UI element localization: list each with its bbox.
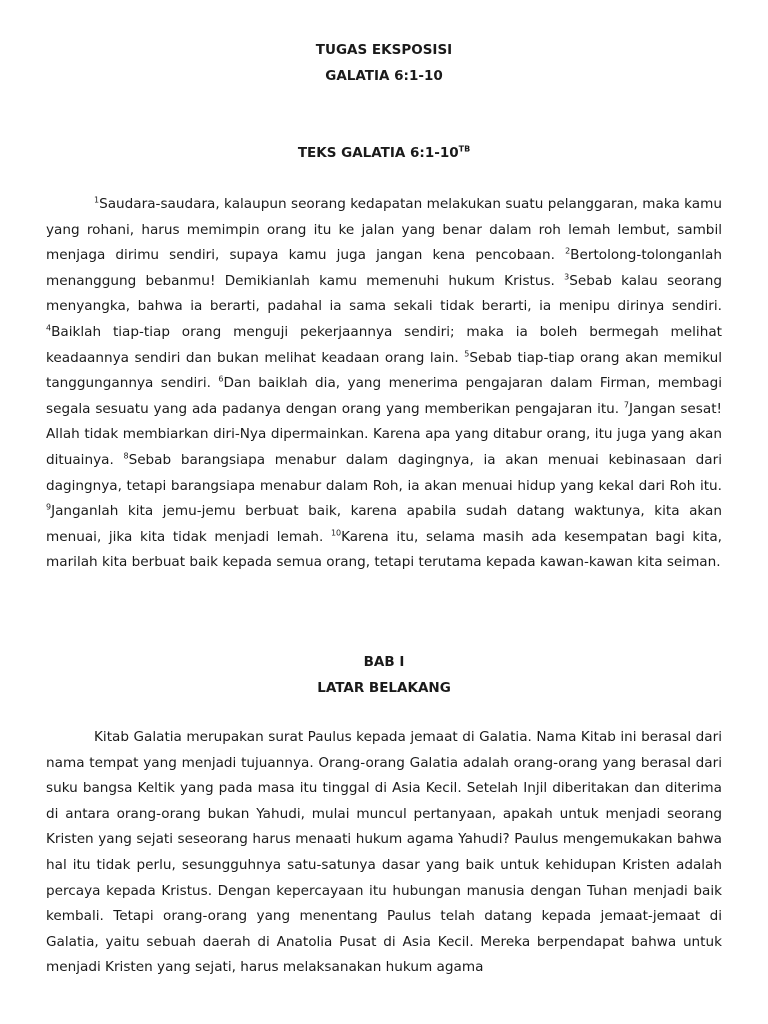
verse-text: Baiklah tiap-tiap orang menguji pekerjaannya sendiri; maka ia boleh bermegah melihat keadaannya sendiri dan bukan melihat keadaan orang lain. xyxy=(46,323,722,366)
verse-text: Bertolong-tolonganlah menanggung bebanmu! Demikianlah kamu memenuhi hukum Kristus. xyxy=(46,247,722,289)
verse-number: 8 xyxy=(123,451,129,461)
verse-number: 6 xyxy=(218,374,224,384)
verse-text: Janganlah kita jemu-jemu berbuat baik, karena apabila sudah datang waktunya, kita akan menuai, jika kita tidak menjadi lemah. xyxy=(46,503,722,545)
translation-superscript: TB xyxy=(458,144,471,154)
verse-text: Dan baiklah dia, yang menerima pengajaran dalam Firman, membagi segala sesuatu yang ada padanya dengan orang yang memberikan pengajaran itu. xyxy=(46,375,722,417)
verse-number: 2 xyxy=(565,246,571,256)
document-title: TUGAS EKSPOSISI xyxy=(315,42,453,58)
verses-paragraph xyxy=(46,192,722,576)
verse-text: Sebab tiap-tiap orang akan memikul tanggungannya sendiri. xyxy=(46,349,723,392)
document-subtitle: GALATIA 6:1-10 xyxy=(325,68,443,84)
verse-text: Jangan sesat! Allah tidak membiarkan diri-Nya dipermainkan. Karena apa yang ditabur orang, itu juga yang akan dituainya. xyxy=(46,400,722,468)
verse-number: 9 xyxy=(46,502,52,512)
verse-number: 4 xyxy=(46,323,52,333)
verse-text: Saudara-saudara, kalaupun seorang kedapatan melakukan suatu pelanggaran, maka kamu yang rohani, harus memimpin orang itu ke jalan yang benar dalam roh lemah lembut, sambil menjaga dirimu sendiri, supaya kamu juga jangan kena pencobaan. xyxy=(46,196,722,264)
text-section-heading xyxy=(0,145,768,161)
background-paragraph: Kitab Galatia merupakan surat Paulus kepada jemaat di Galatia. Nama Kitab ini berasal dari nama tempat yang menjadi tujuannya. Orang-orang Galatia adalah orang-orang yang berasal dari suku bangsa Keltik yang pada masa itu tinggal di Asia Kecil. Setelah Injil diberitakan dan diterima di antara orang-orang bukan Yahudi, mulai muncul pertanyaan, apakah untuk menjadi seorang Kristen yang sejati seseorang harus menaati hukum agama Yahudi? Paulus mengemukakan bahwa hal itu tidak perlu, sesungguhnya satu-satunya dasar yang baik untuk kehidupan Kristen adalah percaya kepada Kristus. Dengan kepercayaan itu hubungan manusia dengan Tuhan menjadi baik kembali. Tetapi orang-orang yang menentang Paulus telah datang kepada jemaat-jemaat di Galatia, yaitu sebuah daerah di Anatolia Pusat di Asia Kecil. Mereka berpendapat bahwa untuk menjadi Kristen yang sejati, harus melaksanakan hukum agama xyxy=(46,729,722,976)
verse-text: Sebab kalau seorang menyangka, bahwa ia berarti, padahal ia sama sekali tidak berarti, ia menipu dirinya sendiri. xyxy=(46,272,722,315)
verse-number: 7 xyxy=(623,400,630,410)
verse-number: 5 xyxy=(464,349,470,359)
verse-text: Sebab barangsiapa menabur dalam dagingnya, ia akan menuai kebinasaan dari dagingnya, tetapi barangsiapa menabur dalam Roh, ia akan menuai hidup yang kekal dari Roh itu. xyxy=(46,451,722,494)
verse-number: 1 xyxy=(94,195,100,205)
verse-number: 3 xyxy=(564,272,570,282)
verse-number: 10 xyxy=(330,528,342,538)
chapter-title: LATAR BELAKANG xyxy=(317,680,451,696)
chapter-number: BAB I xyxy=(363,654,405,670)
text-section-heading-label: TEKS GALATIA 6:1-10 xyxy=(297,145,459,161)
verse-text: Karena itu, selama masih ada kesempatan bagi kita, marilah kita berbuat baik kepada semua orang, tetapi terutama kepada kawan-kawan kita seiman. xyxy=(46,528,722,571)
